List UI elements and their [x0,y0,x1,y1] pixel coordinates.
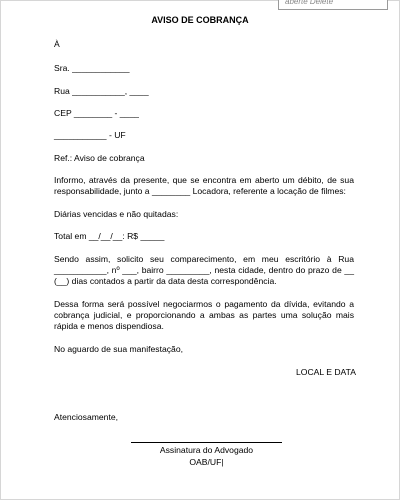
closing-regards: Atenciosamente, [54,412,119,422]
recipient-label: À [54,39,60,49]
document-title: AVISO DE COBRANÇA [151,15,249,25]
signature-line [131,442,282,443]
recipient-name-field: Sra. ____________ [54,63,130,73]
street-field: Rua ___________, ____ [54,86,149,96]
paragraph-request-visit: Sendo assim, solicito seu comparecimento, em meu escritório à Rua ___________, nº ___, bairro _________, nesta cidade, dentro do prazo de __ (__) dias contados a partir da data desta correspondência. [54,254,354,286]
reference-line: Ref.: Aviso de cobrança [54,153,145,163]
total-line: Total em __/__/__: R$ _____ [54,231,165,241]
overdue-days-label: Diárias vencidas e não quitadas: [54,209,179,219]
closing-awaiting: No aguardo de sua manifestação, [54,344,183,354]
signature-label: Assinatura do Advogado [159,445,254,455]
paragraph-debt-notice: Informo, através da presente, que se encontra em aberto um débito, de sua responsabilidade, junto a ________ Locadora, referente a locação de filmes: [54,175,354,196]
window-fragment: aberte Delete [278,0,388,10]
place-and-date: LOCAL E DATA [295,367,356,377]
paragraph-negotiation: Dessa forma será possível negociarmos o pagamento da dívida, evitando a cobrança judicial, e proporcionando a ambas as partes uma solução mais rápida e menos dispendiosa. [54,299,354,331]
oab-label: OAB/UF| [189,457,224,467]
city-uf-field: ___________ - UF [54,130,126,140]
cep-field: CEP ________ - ____ [54,108,139,118]
